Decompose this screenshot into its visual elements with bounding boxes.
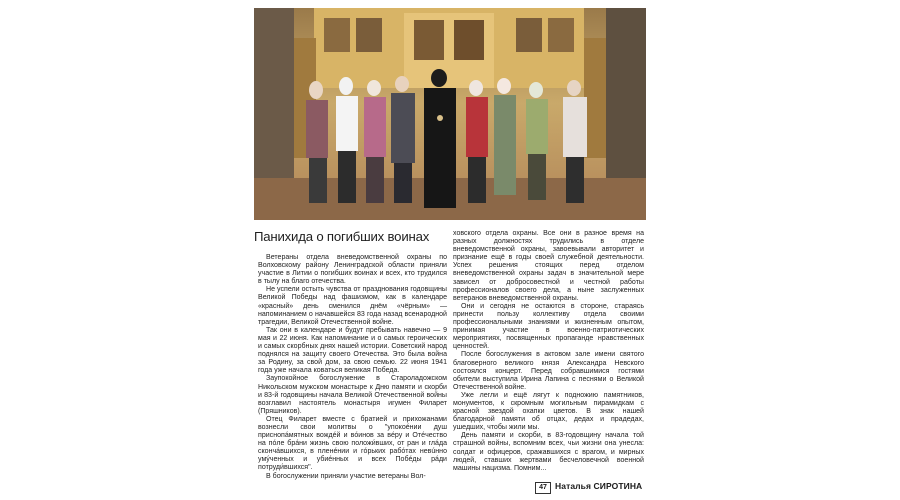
newspaper-page — [254, 8, 646, 496]
article-photo — [254, 8, 646, 220]
group-photo-image — [254, 8, 646, 220]
article-column-right — [453, 230, 644, 473]
paragraph: После богослужения в актовом зале имени святого благоверного великого князя Александра Невского состоялся концерт. Перед собравшимися гостями обители выступила Ирина Лапина с песнями о Великой Отечественной войне. — [453, 351, 644, 391]
article-column-left — [258, 254, 447, 481]
paragraph: Они и сегодня не остаются в стороне, стараясь принести пользу коллективу отдела своими профессиональными знаниями и жизненным опытом, принимая участие в военно-патриотических мероприятиях, посвященных пропаганде нравственных ценностей. — [453, 302, 644, 351]
author-name: Наталья СИРОТИНА — [555, 481, 643, 491]
paragraph: ховского отдела охраны. Все они в разное время на разных должностях трудились в отделе вневедомственной охраны, завоевывали авторитет и признание ещё в годы своей служебной деятельности. Успех решения стоящих перед отделом вневедомственной охраны задач в значительной мере зависел от добросовестной и честной работы профессионалов своего дела, а ныне заслуженных ветеранов вневедомственной охраны. — [453, 230, 644, 302]
article-footer — [535, 482, 647, 494]
paragraph: Заупокойное богослужение в Староладожском Никольском мужском монастыре к Дню памяти и скорби и 83-й годовщины начала Великой Отечественной войны возглавил настоятель монастыря игумен Филарет (Пряшников). — [258, 375, 447, 415]
paragraph: Уже легли и ещё лягут к подножию памятников, монументов, к скромным могильным пирамидкам с красной звездой охапки цветов. В знак нашей благодарной памяти об отцах, дедах и прадедах, ушедших, чтобы жили мы. — [453, 391, 644, 432]
paragraph: День памяти и скорби, в 83-годовщину начала той страшной войны, вспомним всех, чьи жизни она унесла: солдат и офицеров, сражавшихся с врагом, и мирных людей, ставших жертвами бесчеловечной военной машины нацизма. Помним... — [453, 432, 644, 472]
page-number: 47 — [535, 482, 551, 494]
paragraph: Ветераны отдела вневедомственной охраны по Волховскому району Ленинградской области приняли участие в Литии о погибших воинах и всех, кто трудился в тылу на благо отечества. — [258, 254, 447, 286]
paragraph: Так они в календаре и будут пребывать навечно — 9 мая и 22 июня. Как напоминание и о самых героических и самых скорбных днях нашей истории. Советский народ поднялся на защиту своего Отечества. Это была война за Родину, за свой дом, за свою семью. 22 июня 1941 года уже начала коваться великая Победа. — [258, 326, 447, 375]
paragraph: Не успели остыть чувства от празднования годовщины Великой Победы над фашизмом, как в календаре «красный» день сменился днём «чёрным» — напоминанием о начавшейся 83 года назад всенародной трагедии, Великой Отечественной войне. — [258, 286, 447, 326]
paragraph: В богослужении приняли участие ветераны Вол- — [266, 472, 426, 480]
article-headline: Панихида о погибших воинах — [254, 229, 430, 244]
paragraph: Отец Филарет вместе с братией и прихожанами вознесли свои молитвы о "упокоéнии душ приснопáмятных вождéй и вóинов за вéру и Отéчество на пóле брáни жизнь свою положи́вших, от ран и глáда скончáвшихся, в пленéнии и гóрьких рабóтах невúнно умýченных и убиéнных и всех Побéды рáди потруди́вшихся". — [258, 415, 447, 472]
